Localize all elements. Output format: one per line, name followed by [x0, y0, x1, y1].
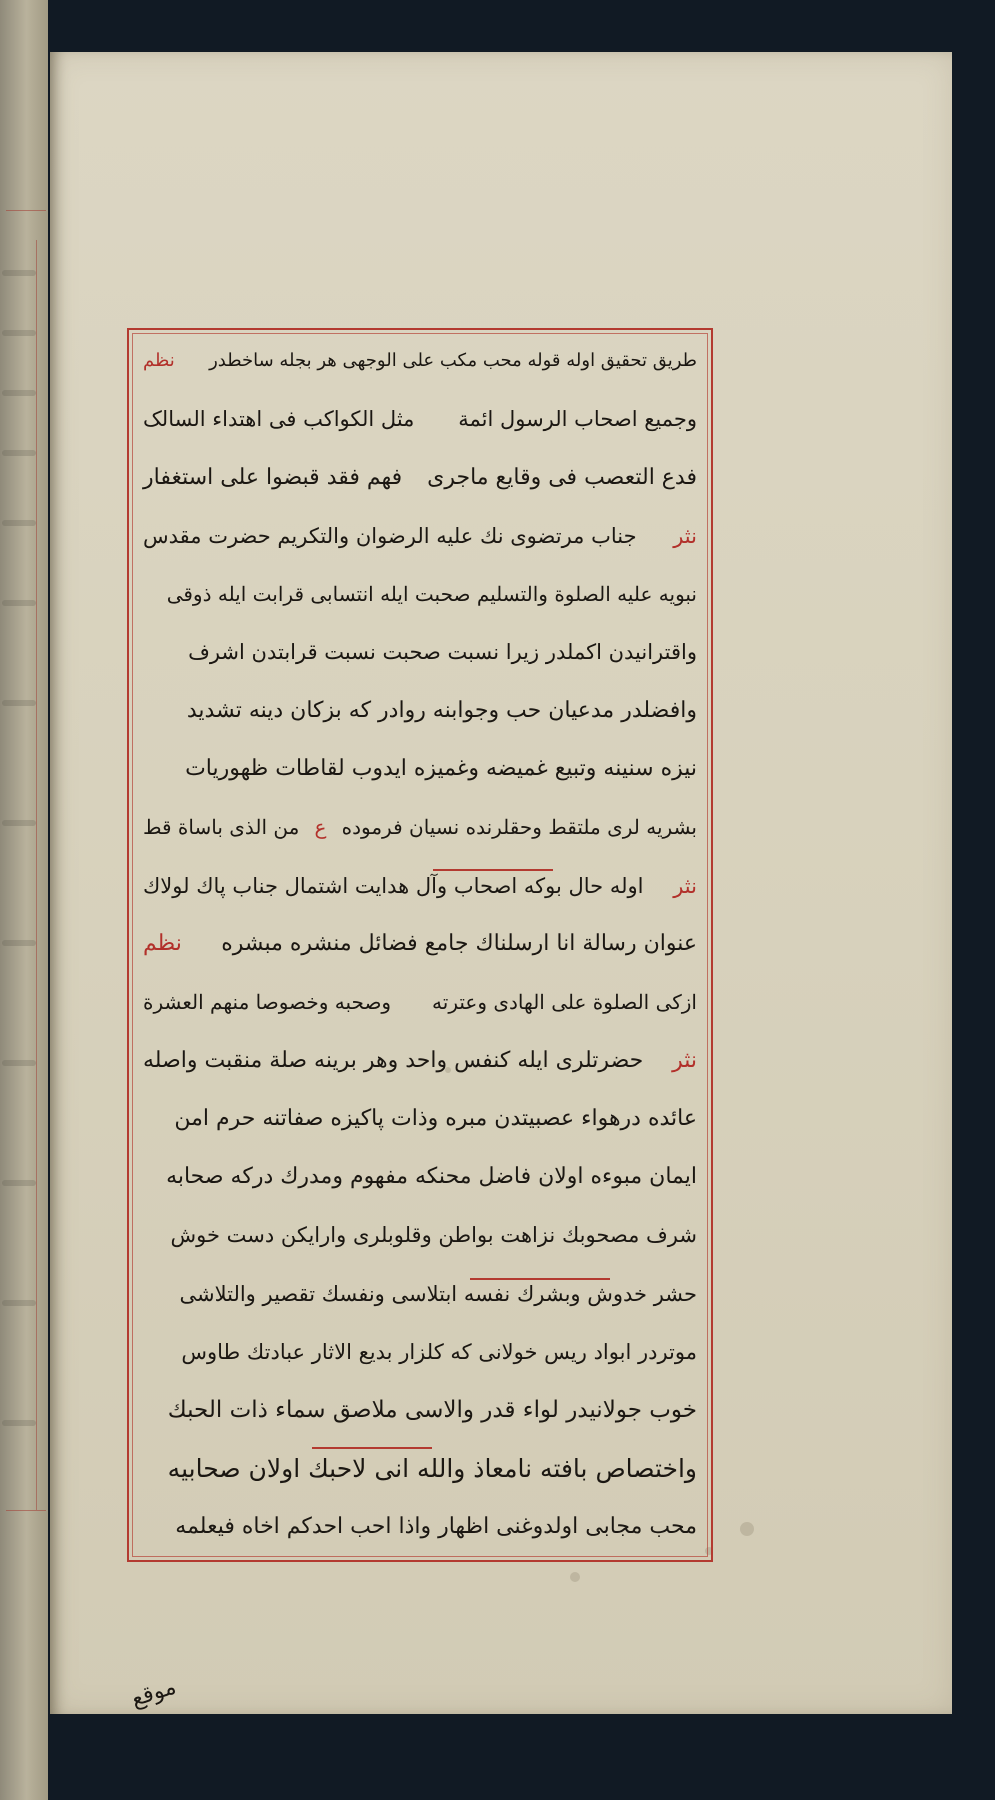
- rubric-heading: نثر: [673, 523, 697, 548]
- rubric-heading: نظم: [143, 350, 175, 371]
- line-text: ایمان مبوءه اولان فاضل محنکه مفهوم ومدرك درکه صحابه: [166, 1164, 697, 1190]
- manuscript-line: [143, 631, 697, 675]
- line-text: حضرتلری ایله کنفس واحد وهر برینه صلة منقبت واصله: [143, 1047, 644, 1073]
- line-text: شرف مصحوبك نزاهت بواطن وقلوبلری وارایکن دست خوش: [170, 1223, 697, 1248]
- manuscript-line: [143, 1040, 697, 1084]
- ghost-rule: [6, 210, 46, 211]
- manuscript-line: [143, 1098, 697, 1142]
- manuscript-line: [143, 457, 697, 501]
- manuscript-line: [143, 1448, 697, 1492]
- line-text: طریق تحقیق اوله قوله محب مکب علی الوجهی هر بجله ساخطدر: [209, 350, 697, 371]
- line-text: واختصاص بافته نامعاذ والله انی لاحبك اولان صحابیه: [167, 1453, 697, 1483]
- ghost-rule: [6, 1510, 46, 1511]
- line-text: حشر خدوش وبشرك نفسه ابتلاسی ونفسك تقصیر والتلاشی: [179, 1281, 697, 1306]
- manuscript-line: [143, 690, 697, 734]
- manuscript-line: [143, 748, 697, 792]
- line-text: عنوان رسالة انا ارسلناك جامع فضائل منشره مبشره: [221, 930, 697, 956]
- line-text: واقترانیدن اکملدر زیرا نسبت صحبت نسبت قرابتدن اشرف: [188, 640, 697, 665]
- rubric-heading: نظم: [143, 930, 182, 956]
- manuscript-line: [143, 865, 697, 909]
- line-text: خوب جولانیدر لواء قدر والاسی ملاصق سماء ذات الحبك: [167, 1397, 697, 1424]
- paper-stain: [570, 1572, 580, 1582]
- line-text: مثل الکواکب فی اهتداء السالک: [143, 407, 415, 432]
- manuscript-line: [143, 340, 697, 384]
- line-text: بشریه لری ملتقط وحقلرنده نسیان فرموده: [341, 815, 697, 840]
- manuscript-line: [143, 1389, 697, 1433]
- manuscript-line: [143, 1156, 697, 1200]
- manuscript-line: [143, 923, 697, 967]
- line-text: اوله حال بوکه اصحاب وآل هدایت اشتمال جناب پاك لولاك: [143, 873, 644, 898]
- rubric-heading: نثر: [673, 873, 697, 898]
- line-text: وافضلدر مدعیان حب وجوابنه روادر که بزکان دینه تشدید: [186, 697, 697, 723]
- line-text: عائده درهواء عصبیتدن مبره وذات پاکیزه صفاتنه حرم امن: [174, 1105, 697, 1131]
- line-text: نبویه علیه الصلوة والتسلیم صحبت ایله انتسابی قرابت ایله ذوقی: [166, 582, 697, 607]
- paper-stain: [740, 1522, 754, 1536]
- ghost-frame-line: [36, 240, 37, 1510]
- overline-rule: [312, 1447, 432, 1449]
- overline-rule: [470, 1278, 610, 1280]
- manuscript-line: [143, 1331, 697, 1375]
- previous-folio-edge: [0, 0, 48, 1800]
- line-text: موتردر ابواد ریس خولانی که کلزار بدیع الاثار عبادتك طاوس: [181, 1340, 697, 1365]
- rubric-heading: ع: [314, 815, 327, 840]
- text-frame: [127, 328, 713, 1562]
- manuscript-line: [143, 1506, 697, 1550]
- text-block: [143, 340, 697, 1550]
- overline-rule: [433, 869, 553, 871]
- line-text: نیزه سنینه وتبیع غمیضه وغمیزه ایدوب لقاطات ظهوریات: [185, 756, 697, 782]
- manuscript-line: [143, 515, 697, 559]
- manuscript-line: [143, 398, 697, 442]
- manuscript-line: [143, 1273, 697, 1317]
- line-text: فهم فقد قبضوا علی استغفار: [143, 464, 403, 490]
- rubric-heading: نثر: [672, 1047, 697, 1073]
- catchword: موقع: [128, 1674, 180, 1713]
- manuscript-folio: [50, 52, 952, 1714]
- manuscript-line: [143, 806, 697, 850]
- manuscript-line: [143, 1214, 697, 1258]
- line-text: محب مجابی اولدوغنی اظهار واذا احب احدکم اخاه فیعلمه: [175, 1513, 697, 1539]
- line-text: من الذی باساة قط: [143, 815, 300, 840]
- line-text: وجمیع اصحاب الرسول ائمة: [458, 407, 697, 432]
- manuscript-line: [143, 573, 697, 617]
- line-text: وصحبه وخصوصا منهم العشرة: [143, 990, 392, 1015]
- line-text: جناب مرتضوی نك علیه الرضوان والتکریم حضرت مقدس: [143, 523, 637, 548]
- line-text: فدع التعصب فی وقایع ماجری: [427, 464, 697, 490]
- line-text: ازکی الصلوة علی الهادی وعترته: [432, 990, 697, 1015]
- manuscript-line: [143, 981, 697, 1025]
